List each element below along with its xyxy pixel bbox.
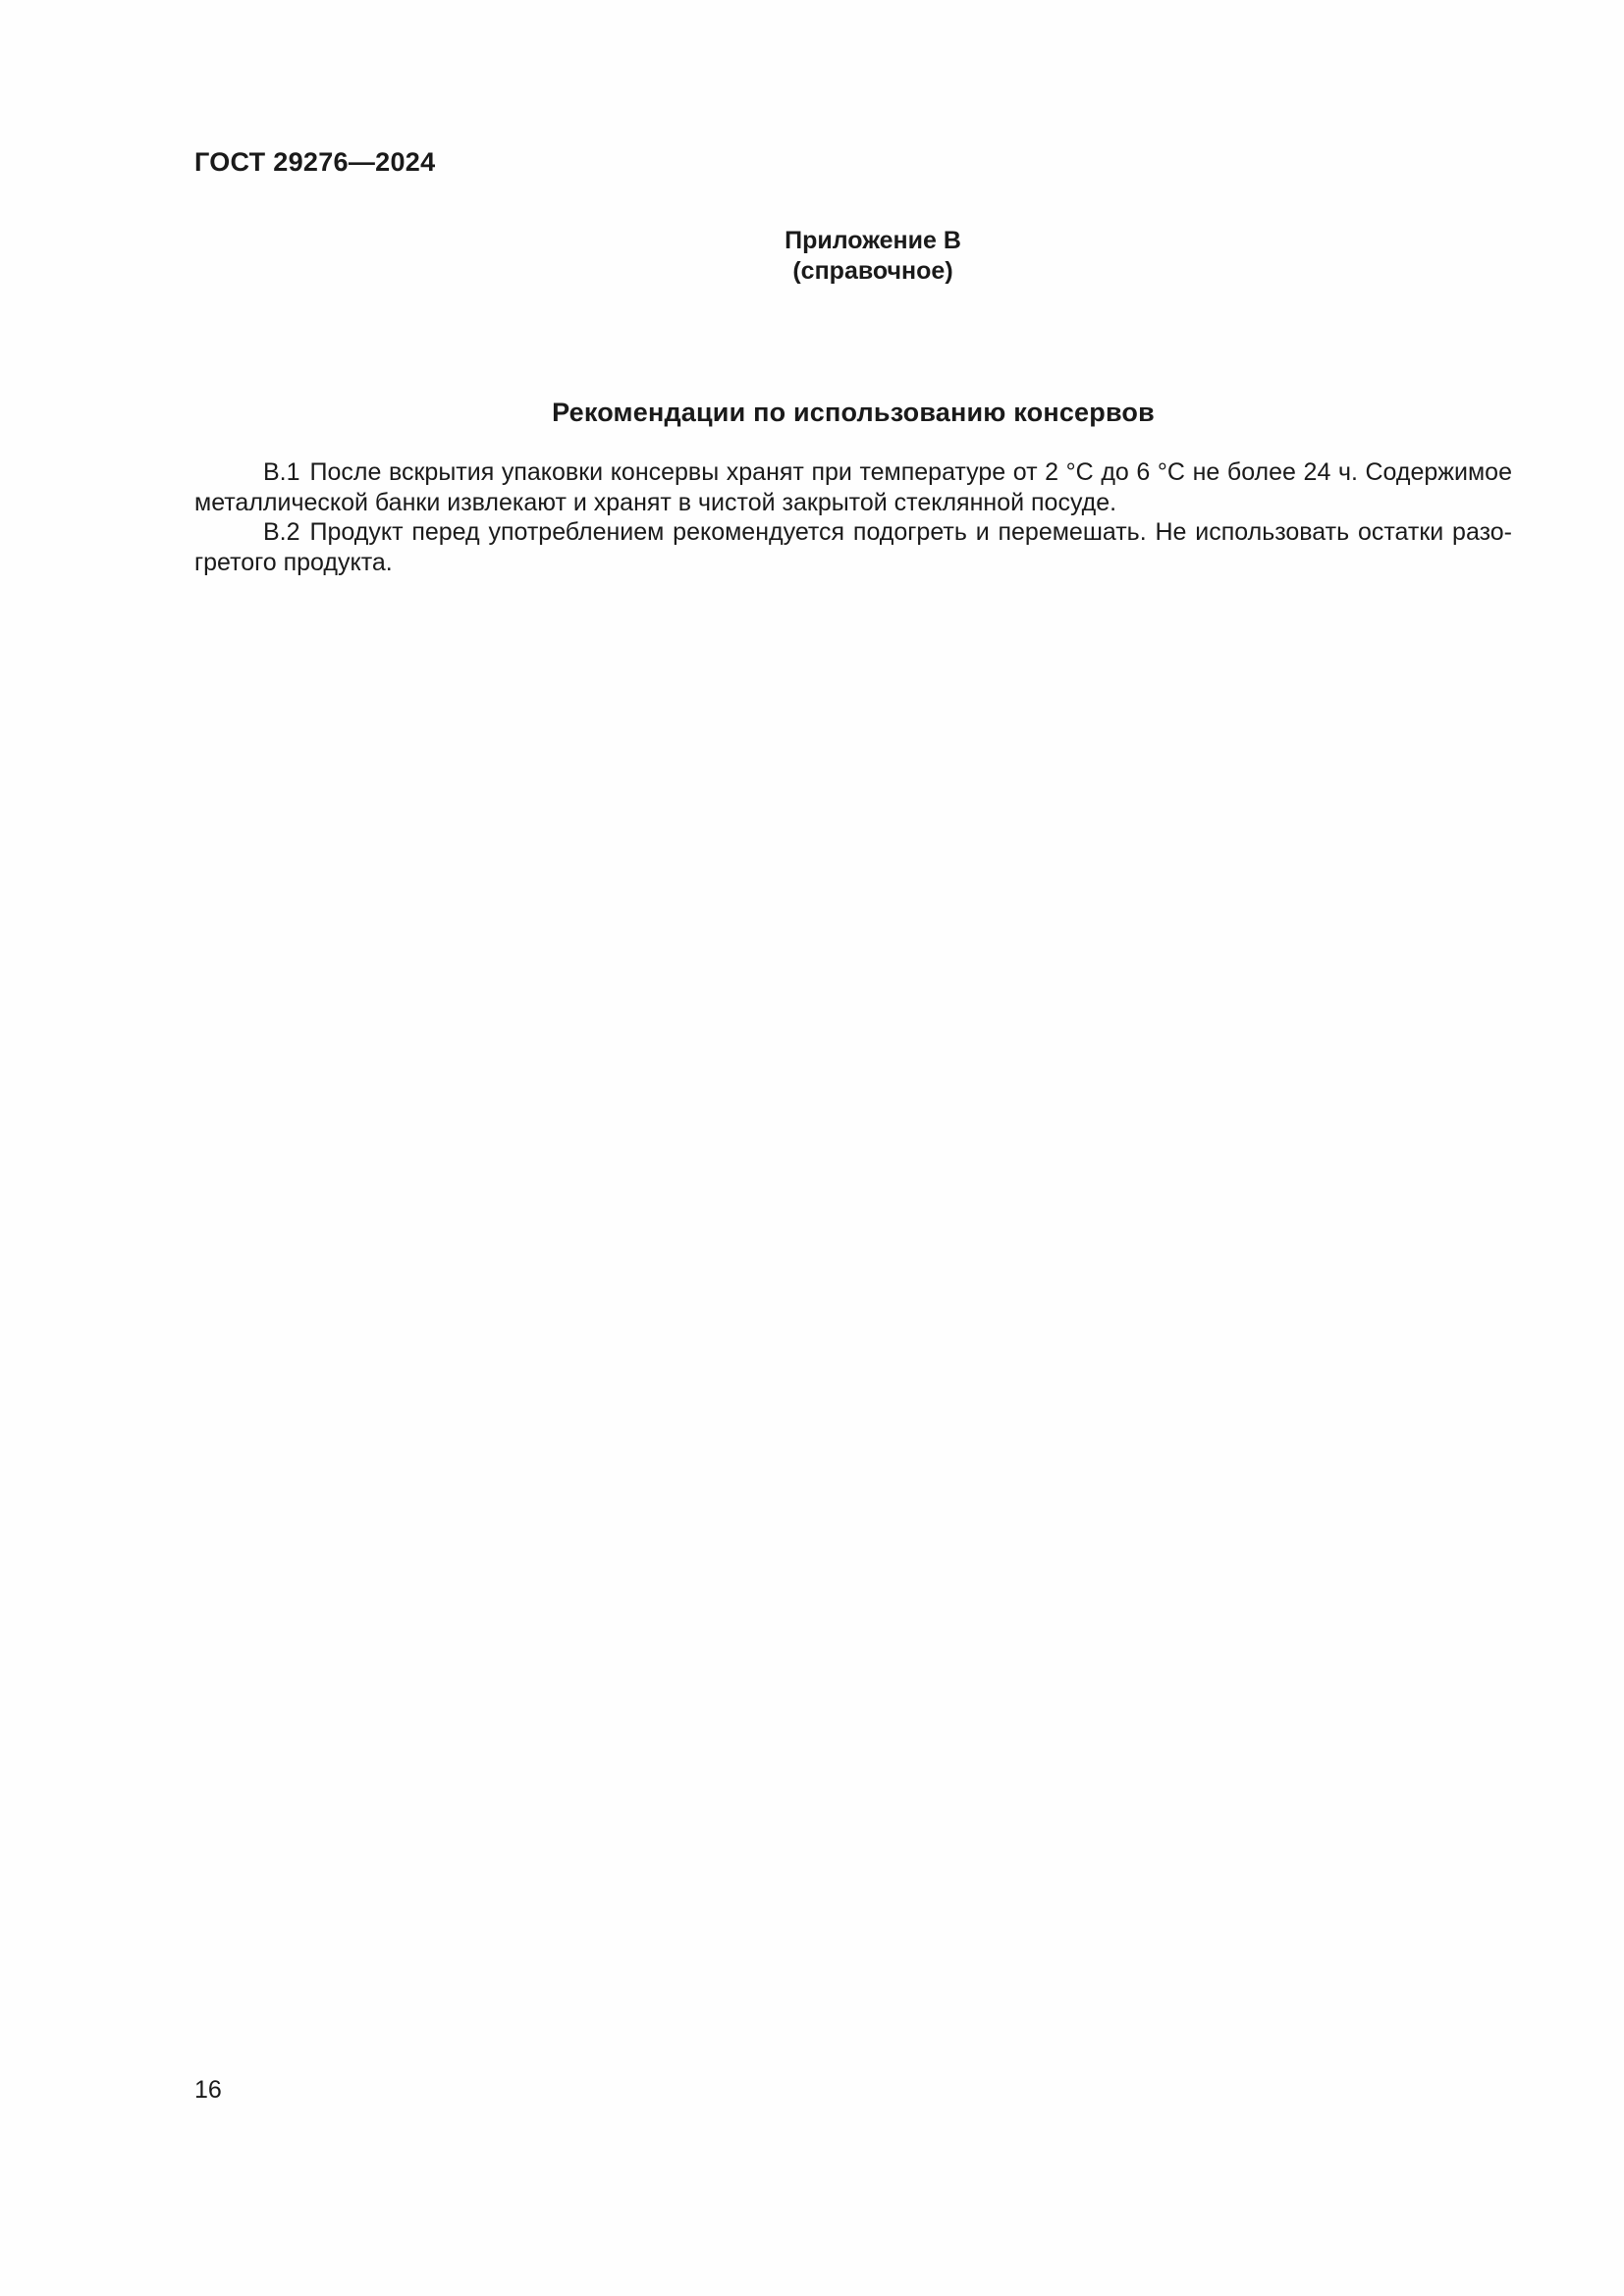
paragraph-b1 (194, 457, 1512, 517)
page-number: 16 (194, 2076, 222, 2104)
paragraph-number: В.2 (263, 518, 300, 546)
section-title: Рекомендации по использованию консервов (552, 398, 1155, 427)
paragraph-text: Продукт перед употреблением рекомендуется подогреть и перемешать. Не использовать остатки разогретого продукта. (194, 518, 1512, 576)
appendix-title: Приложение В (785, 227, 961, 254)
paragraph-b2 (194, 517, 1512, 577)
paragraph-number: В.1 (263, 458, 300, 486)
document-code: ГОСТ 29276—2024 (194, 147, 436, 177)
appendix-subtitle: (справочное) (792, 257, 953, 285)
body-text (194, 457, 1512, 577)
appendix-heading (194, 226, 1512, 287)
paragraph-text: После вскрытия упаковки консервы хранят при температуре от 2 °С до 6 °С не более 24 ч. Содержимое металлической банки извлекают и хранят в чистой закрытой стеклянной посуде. (194, 458, 1512, 516)
